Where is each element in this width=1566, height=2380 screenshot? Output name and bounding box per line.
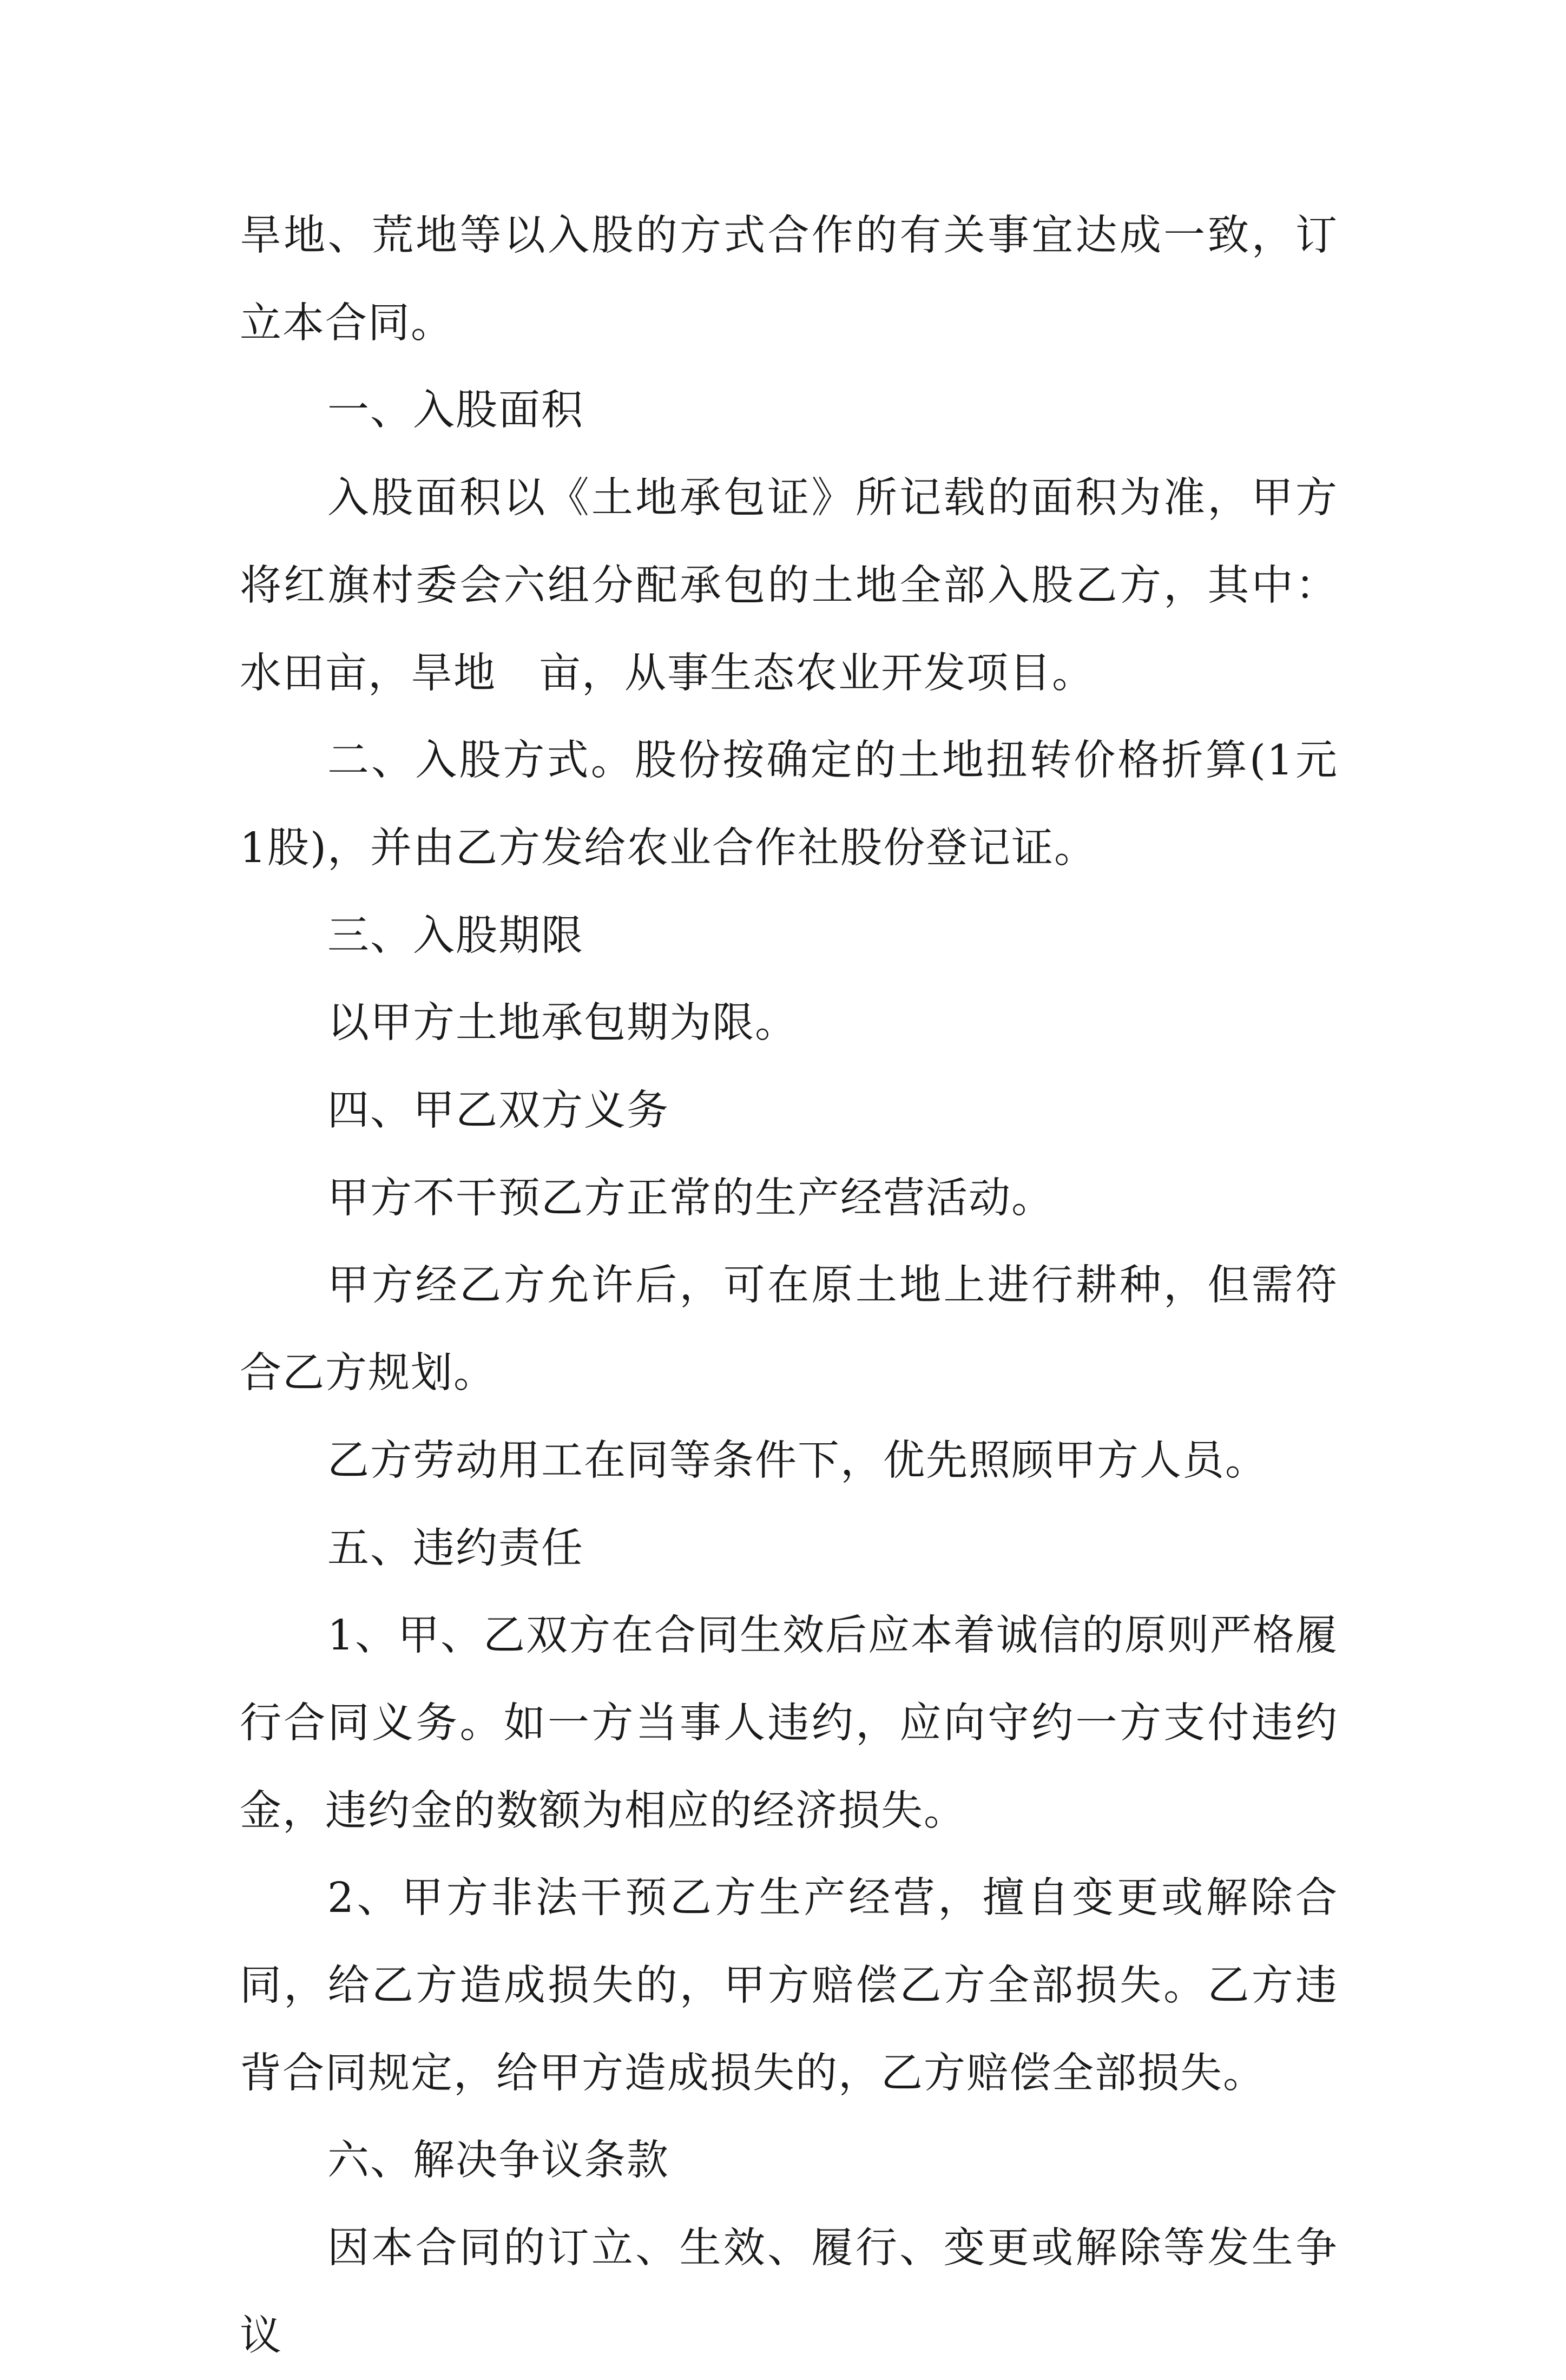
paragraph-obligation-3: 乙方劳动用工在同等条件下，优先照顾甲方人员。 [327,1436,1268,1485]
paragraph-obligation-1: 甲方不干预乙方正常的生产经营活动。 [327,1174,1054,1222]
section-heading-obligations: 四、甲乙双方义务 [327,1087,669,1135]
section-heading-shareholding-term: 三、入股期限 [327,911,584,960]
paragraph-obligation-2: 甲方经乙方允许后，可在原土地上进行耕种，但需符合乙方规划。 [240,1261,1338,1398]
intro-paragraph: 旱地、荒地等以入股的方式合作的有关事宜达成一致，订立本合同。 [240,212,1338,347]
section-heading-dispute: 六、解决争议条款 [327,2136,669,2185]
document-body [240,192,1338,2380]
paragraph-liability-1: 1、甲、乙双方在合同生效后应本着诚信的原则严格履行合同义务。如一方当事人违约，应向守约一方支付违约金，违约金的数额为相应的经济损失。 [240,1612,1338,1835]
section-heading-shareholding-method: 二、入股方式。股份按确定的土地扭转价格折算(1元1股)，并由乙方发给农业合作社股份登记证。 [240,737,1338,872]
paragraph-liability-2: 2、甲方非法干预乙方生产经营，擅自变更或解除合同，给乙方造成损失的，甲方赔偿乙方全部损失。乙方违背合同规定，给甲方造成损失的，乙方赔偿全部损失。 [240,1874,1338,2098]
section-heading-liability: 五、违约责任 [327,1524,584,1573]
paragraph-dispute: 因本合同的订立、生效、履行、变更或解除等发生争议 [240,2224,1338,2360]
section-heading-shareholding-area: 一、入股面积 [327,386,584,435]
paragraph-shareholding-area: 入股面积以《土地承包证》所记载的面积为准，甲方将红旗村委会六组分配承包的土地全部入股乙方，其中：水田亩，旱地 亩，从事生态农业开发项目。 [240,474,1338,698]
paragraph-shareholding-term: 以甲方土地承包期为限。 [327,999,798,1048]
